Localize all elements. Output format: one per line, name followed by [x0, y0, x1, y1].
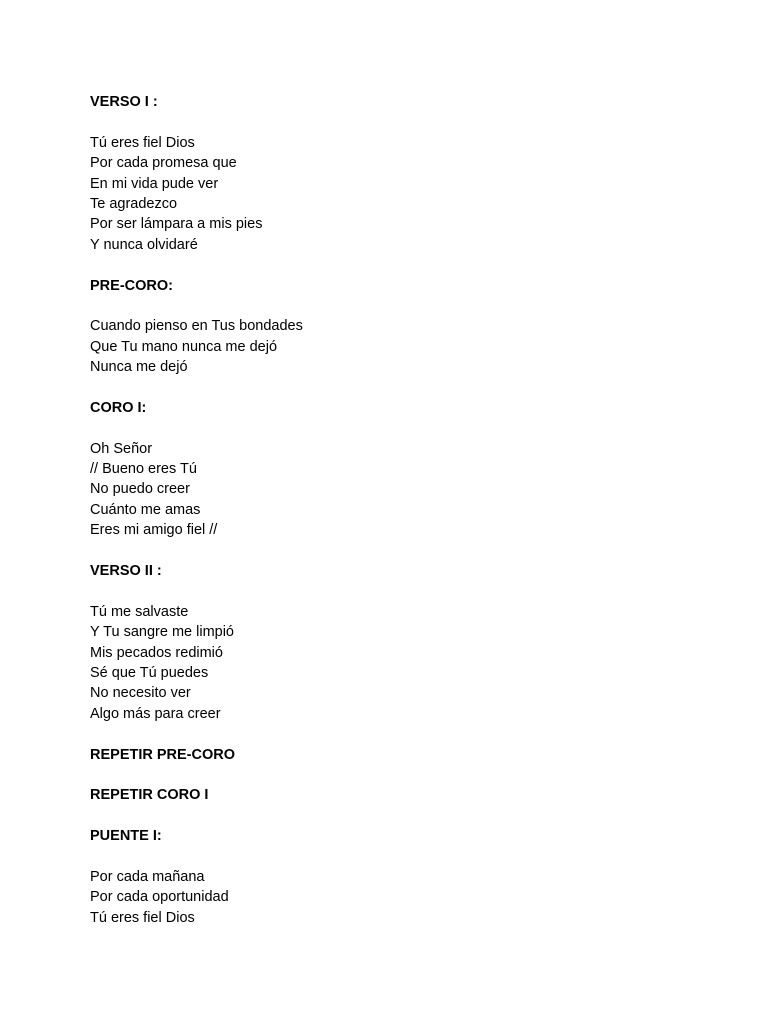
lyric-line: Por cada mañana	[90, 868, 205, 885]
lyric-line: Por ser lámpara a mis pies	[90, 216, 263, 233]
spacer	[90, 418, 690, 438]
lyric-line: Mis pecados redimió	[90, 644, 223, 661]
spacer	[90, 846, 690, 866]
spacer	[90, 112, 690, 132]
lyric-line: Por cada promesa que	[90, 155, 237, 172]
lyric-line: Sé que Tú puedes	[90, 664, 209, 681]
lyric-line: No necesito ver	[90, 685, 191, 702]
lyric-line: No puedo creer	[90, 481, 190, 498]
lyric-line: // Bueno eres Tú	[90, 461, 197, 478]
section-heading: VERSO II :	[90, 562, 162, 579]
section-heading: PUENTE I:	[90, 828, 162, 845]
lyric-line: En mi vida pude ver	[90, 175, 219, 192]
lyric-line: Tú me salvaste	[90, 603, 189, 620]
spacer	[90, 765, 690, 785]
lyric-line: Te agradezco	[90, 195, 178, 212]
section-heading: REPETIR PRE-CORO	[90, 746, 236, 763]
lyric-line: Algo más para creer	[90, 705, 221, 722]
section-heading: PRE-CORO:	[90, 277, 173, 294]
section-heading: CORO I:	[90, 399, 147, 416]
lyric-line: Eres mi amigo fiel //	[90, 522, 218, 539]
lyrics-document	[90, 92, 690, 928]
lyric-line: Cuánto me amas	[90, 501, 201, 518]
lyric-line: Nunca me dejó	[90, 359, 188, 376]
spacer	[90, 806, 690, 826]
section-heading: REPETIR CORO I	[90, 787, 209, 804]
spacer	[90, 296, 690, 316]
lyric-line: Y nunca olvidaré	[90, 236, 198, 253]
spacer	[90, 581, 690, 601]
lyric-line: Por cada oportunidad	[90, 889, 229, 906]
lyric-line: Oh Señor	[90, 440, 153, 457]
section-heading: VERSO I :	[90, 94, 158, 110]
spacer	[90, 724, 690, 744]
lyric-line: Que Tu mano nunca me dejó	[90, 338, 278, 355]
spacer	[90, 541, 690, 561]
lyric-line: Tú eres fiel Dios	[90, 134, 195, 151]
lyric-line: Cuando pienso en Tus bondades	[90, 318, 303, 335]
spacer	[90, 377, 690, 397]
spacer	[90, 255, 690, 275]
lyric-line: Y Tu sangre me limpió	[90, 624, 234, 641]
lyric-line: Tú eres fiel Dios	[90, 909, 195, 926]
